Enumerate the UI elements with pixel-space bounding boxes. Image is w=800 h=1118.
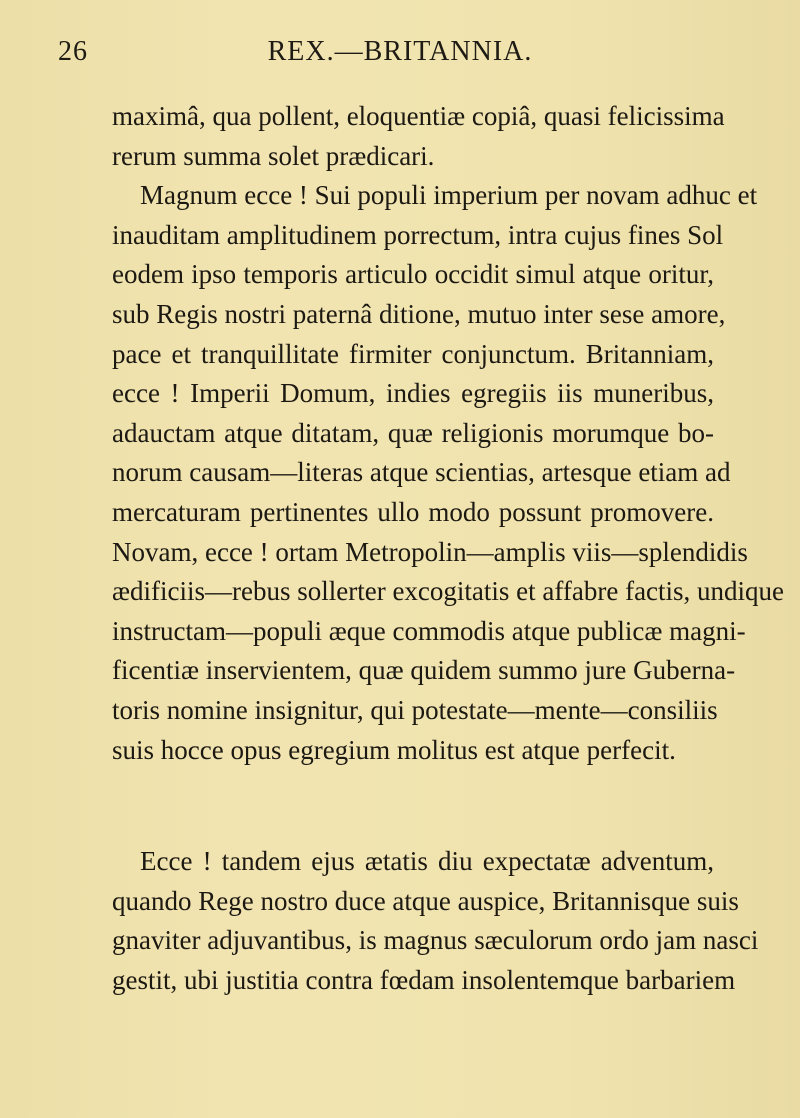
text-line: ficentiæ inservientem, quæ quidem summo jure Guberna- (112, 655, 736, 686)
text-line: Novam, ecce ! ortam Metropolin—amplis viis—splendidis (112, 536, 748, 567)
text-line: mercaturam pertinentes ullo modo possunt promovere. (112, 496, 714, 527)
text-line: toris nomine insignitur, qui potestate—mente—consiliis (112, 694, 718, 725)
paragraph-2 (112, 176, 785, 770)
text-line: rerum summa solet prædicari. (112, 140, 435, 171)
text-line: suis hocce opus egregium molitus est atque perfecit. (112, 734, 676, 765)
text-line: gnaviter adjuvantibus, is magnus sæculorum ordo jam nasci (112, 925, 759, 956)
text-line: gestit, ubi justitia contra fœdam insolentemque barbariem (112, 964, 736, 995)
text-line: inauditam amplitudinem porrectum, intra cujus fines Sol (112, 219, 724, 250)
text-line: instructam—populi æque commodis atque publicæ magni- (112, 615, 746, 646)
text-line: adauctam atque ditatam, quæ religionis morumque bo- (112, 417, 714, 448)
text-line: maximâ, qua pollent, eloquentiæ copiâ, quasi felicissima (112, 101, 725, 131)
paragraph-gap (112, 770, 714, 842)
text-line: quando Rege nostro duce atque auspice, Britannisque suis (112, 885, 739, 916)
text-line: eodem ipso temporis articulo occidit simul atque oritur, (112, 259, 714, 290)
text-line: Magnum ecce ! Sui populi imperium per novam adhuc et (140, 180, 758, 211)
paragraph-3 (112, 842, 759, 1000)
page-number: 26 (58, 36, 88, 67)
text-line: ædificiis—rebus sollerter excogitatis et affabre factis, undique (112, 576, 785, 607)
text-line: norum causam—literas atque scientias, artesque etiam ad (112, 457, 731, 488)
text-line: sub Regis nostri paternâ ditione, mutuo inter sese amore, (112, 298, 726, 329)
page-header (0, 32, 800, 72)
text-line: ecce ! Imperii Domum, indies egregiis iis muneribus, (112, 378, 714, 409)
text-line: Ecce ! tandem ejus ætatis diu expectatæ adventum, (140, 846, 714, 877)
body-text (112, 97, 785, 1000)
text-line: pace et tranquillitate firmiter conjunctum. Britanniam, (112, 338, 714, 369)
paragraph-1 (112, 97, 725, 176)
running-head: REX.—BRITANNIA. (267, 36, 533, 67)
